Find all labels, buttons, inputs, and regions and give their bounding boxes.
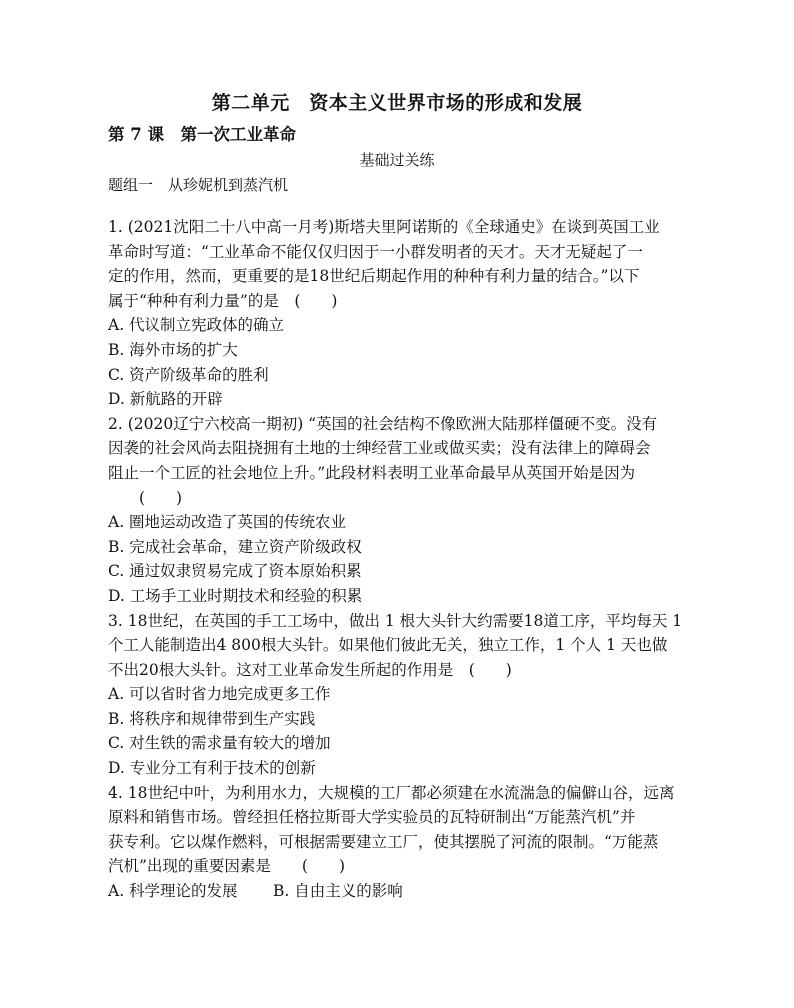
option-d: D. 新航路的开辟	[108, 390, 223, 409]
stem-line: 不出20根大头针。这对工业革命发生所起的作用是 ( )	[108, 660, 512, 679]
option-d: D. 工场手工业时期技术和经验的积累	[108, 586, 363, 605]
unit-title: 第二单元 资本主义世界市场的形成和发展	[211, 92, 583, 114]
question-2	[108, 412, 698, 609]
option-d: D. 专业分工有利于技术的创新	[108, 759, 316, 778]
option-b: B. 自由主义的影响	[273, 882, 403, 901]
stem-line: 1. (2021沈阳二十八中高一月考)斯塔夫里阿诺斯的《全球通史》在谈到英国工业	[108, 218, 660, 236]
question-4	[108, 781, 698, 904]
option-a: A. 代议制立宪政体的确立	[108, 316, 285, 335]
section-title: 基础过关练	[359, 151, 435, 169]
stem-line: ( )	[108, 488, 183, 507]
group-title: 题组一 从珍妮机到蒸汽机	[108, 176, 289, 194]
option-c: C. 通过奴隶贸易完成了资本原始积累	[108, 562, 362, 581]
stem-line: 属于“种种有利力量”的是 ( )	[108, 291, 338, 310]
lesson-title: 第 7 课 第一次工业革命	[108, 125, 296, 144]
stem-line: 4. 18世纪中叶，为利用水力，大规模的工厂都必须建在水流湍急的偏僻山谷，远离	[108, 783, 675, 802]
option-a: A. 圈地运动改造了英国的传统农业	[108, 513, 347, 532]
option-c: C. 资产阶级革命的胜利	[108, 365, 269, 384]
question-stem	[108, 215, 698, 313]
stem-line: 定的作用，然而，更重要的是18世纪后期起作用的种种有利力量的结合。”以下	[108, 267, 640, 286]
option-c: C. 对生铁的需求量有较大的增加	[108, 734, 331, 753]
stem-line: 2. (2020辽宁六校高一期初) “英国的社会结构不像欧洲大陆那样僵硬不变。没有	[108, 414, 658, 433]
stem-line: 因袭的社会风尚去阻挠拥有土地的士绅经营工业或做买卖；没有法律上的障碍会	[108, 439, 651, 458]
stem-line: 原料和销售市场。曾经担任格拉斯哥大学实验员的瓦特研制出“万能蒸汽机”并	[108, 808, 636, 827]
stem-line: 革命时写道：“工业革命不能仅仅归因于一小群发明者的天才。天才无疑起了一	[108, 242, 643, 261]
option-b: B. 将秩序和规律带到生产实践	[108, 709, 316, 728]
stem-line: 个工人能制造出4 800根大头针。如果他们彼此无关，独立工作，1 个人 1 天也做	[108, 636, 668, 655]
question-stem	[108, 412, 698, 510]
option-a: A. 可以省时省力地完成更多工作	[108, 685, 331, 704]
option-b: B. 完成社会革命，建立资产阶级政权	[108, 537, 362, 556]
stem-line: 阻止一个工匠的社会地位上升。”此段材料表明工业革命最早从英国开始是因为	[108, 463, 636, 482]
question-1	[108, 215, 698, 412]
option-a: A. 科学理论的发展	[108, 882, 238, 901]
option-row	[108, 879, 698, 904]
question-stem	[108, 609, 698, 683]
stem-line: 获专利。它以煤作燃料，可根据需要建立工厂，使其摆脱了河流的限制。“万能蒸	[108, 832, 659, 851]
stem-line: 3. 18世纪，在英国的手工工场中，做出 1 根大头针大约需要18道工序，平均每天 1	[108, 611, 683, 630]
question-3	[108, 609, 698, 781]
question-stem	[108, 781, 698, 879]
option-b: B. 海外市场的扩大	[108, 340, 238, 359]
question-list	[108, 215, 698, 904]
stem-line: 汽机”出现的重要因素是 ( )	[108, 857, 346, 876]
